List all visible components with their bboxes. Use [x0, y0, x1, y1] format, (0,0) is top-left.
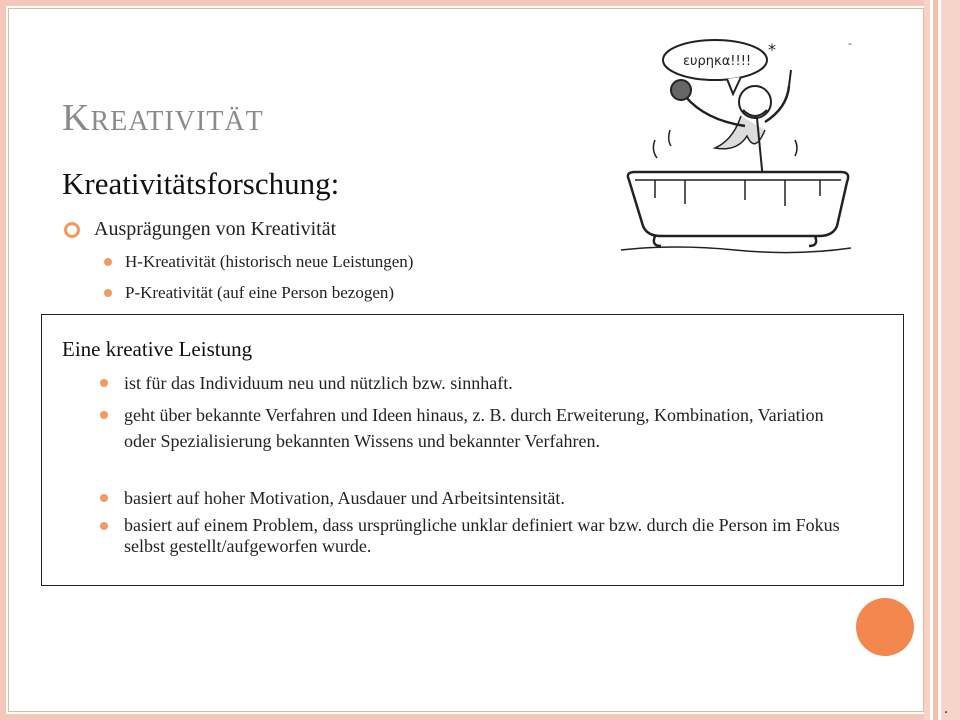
- eureka-cartoon: [615, 30, 855, 260]
- level2-item-text: H-Kreativität (historisch neue Leistungen): [125, 252, 414, 271]
- slide-subtitle: Kreativitätsforschung:: [62, 166, 340, 201]
- bullet-dot-icon: [104, 258, 112, 266]
- box-bullet-text: ist für das Individuum neu und nützlich bzw. sinnhaft.: [124, 373, 513, 393]
- footer-mark: .: [944, 700, 948, 717]
- box-bullet-text: geht über bekannte Verfahren und Ideen hinaus, z. B. durch Erweiterung, Kombination, Variation oder Spezialisierung bekannten Wissens und bekannter Verfahren.: [124, 405, 824, 451]
- ring-bullet-icon: [64, 222, 80, 238]
- figure-arm-left: [685, 96, 745, 126]
- side-stripe: [941, 0, 960, 720]
- corner-mark: -: [848, 36, 852, 50]
- level2-item: [104, 252, 413, 272]
- box-bullet: [100, 402, 840, 454]
- bullet-dot-icon: [100, 494, 108, 502]
- slide-title: KREATIVITÄT: [62, 97, 264, 139]
- box-bullet-text: basiert auf einem Problem, dass ursprüngliche unklar definiert war bzw. durch die Person im Fokus selbst gestellt/aufgeworfen wurde.: [124, 515, 840, 556]
- bullet-dot-icon: [100, 379, 108, 387]
- box-bullet: [100, 370, 840, 396]
- level1-item: [64, 218, 336, 241]
- bullet-dot-icon: [104, 289, 112, 297]
- floor-puddle: [621, 247, 851, 253]
- bullet-dot-icon: [100, 522, 108, 530]
- level2-item-text: P-Kreativität (auf eine Person bezogen): [125, 283, 395, 302]
- level1-item-text: Ausprägungen von Kreativität: [94, 218, 337, 240]
- box-bullet: [100, 515, 840, 557]
- sponge: [671, 80, 691, 100]
- tub-foot: [809, 236, 816, 246]
- level2-item: [104, 283, 394, 303]
- orange-circle-decoration: [856, 598, 914, 656]
- box-heading: Eine kreative Leistung: [62, 337, 253, 361]
- box-bullet-text: basiert auf hoher Motivation, Ausdauer und Arbeitsintensität.: [124, 488, 565, 508]
- speech-mark: *: [768, 40, 776, 59]
- speech-bubble-tail: [727, 77, 741, 94]
- definition-box: [41, 314, 904, 586]
- box-bullet: [100, 485, 840, 511]
- bullet-dot-icon: [100, 411, 108, 419]
- bathtub: [628, 172, 848, 236]
- speech-text: ευρηκα!!!!: [683, 54, 752, 69]
- figure-head: [739, 86, 771, 118]
- tub-foot: [654, 236, 661, 246]
